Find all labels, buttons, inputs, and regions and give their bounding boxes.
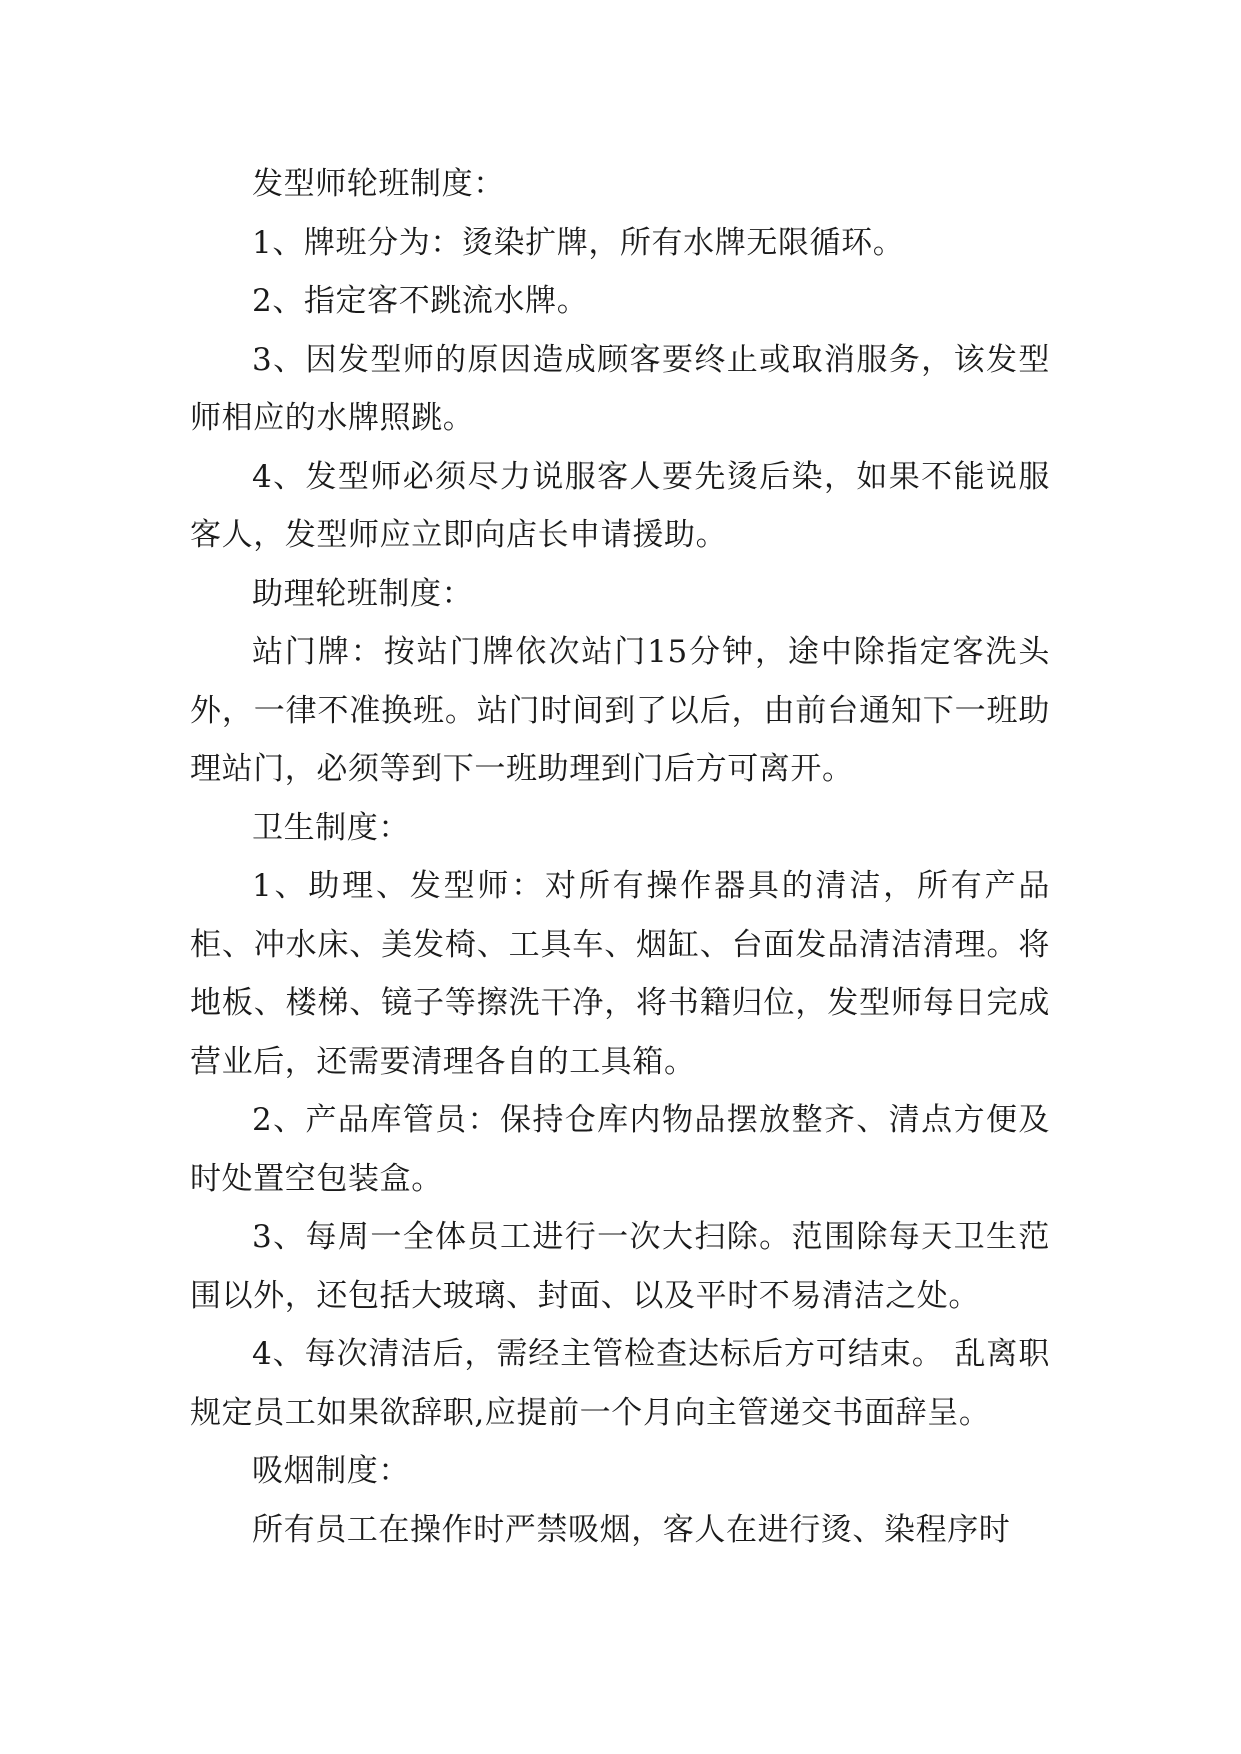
paragraph-stylist-rule-2: 2、指定客不跳流水牌。 [252, 283, 589, 319]
paragraph-stylist-rule-3: 3、因发型师的原因造成顾客要终止或取消服务，该发型师相应的水牌照跳。 [190, 341, 1050, 436]
paragraph-hygiene-rule-2: 2、产品库管员：保持仓库内物品摆放整齐、清点方便及时处置空包装盒。 [190, 1102, 1050, 1197]
document-body [190, 155, 1050, 1559]
paragraph-stylist-rule-1: 1、牌班分为：烫染扩牌，所有水牌无限循环。 [252, 224, 905, 261]
paragraph-hygiene-rule-3: 3、每周一全体员工进行一次大扫除。范围除每天卫生范围以外，还包括大玻璃、封面、以及平时不易清洁之处。 [190, 1219, 1050, 1314]
paragraph-stylist-rule-4: 4、发型师必须尽力说服客人要先烫后染，如果不能说服客人，发型师应立即向店长申请援助。 [190, 458, 1050, 553]
section-heading-hygiene: 卫生制度： [252, 809, 410, 846]
paragraph-smoking-rule: 所有员工在操作时严禁吸烟，客人在进行烫、染程序时 [252, 1511, 1011, 1548]
paragraph-hygiene-rule-1: 1、助理、发型师：对所有操作器具的清洁，所有产品柜、冲水床、美发椅、工具车、烟缸、台面发品清洁清理。将地板、楼梯、镜子等擦洗干净，将书籍归位，发型师每日完成营业后，还需要清理各自的工具箱。 [190, 868, 1050, 1080]
paragraph-door-duty: 站门牌：按站门牌依次站门15分钟，途中除指定客洗头外，一律不准换班。站门时间到了以后，由前台通知下一班助理站门，必须等到下一班助理到门后方可离开。 [190, 634, 1050, 787]
section-heading-stylist-rotation: 发型师轮班制度： [252, 166, 505, 202]
paragraph-hygiene-rule-4: 4、每次清洁后，需经主管检查达标后方可结束。 乱离职规定员工如果欲辞职,应提前一个月向主管递交书面辞呈。 [190, 1336, 1050, 1431]
section-heading-smoking: 吸烟制度： [252, 1453, 410, 1489]
section-heading-assistant-rotation: 助理轮班制度： [252, 575, 474, 612]
